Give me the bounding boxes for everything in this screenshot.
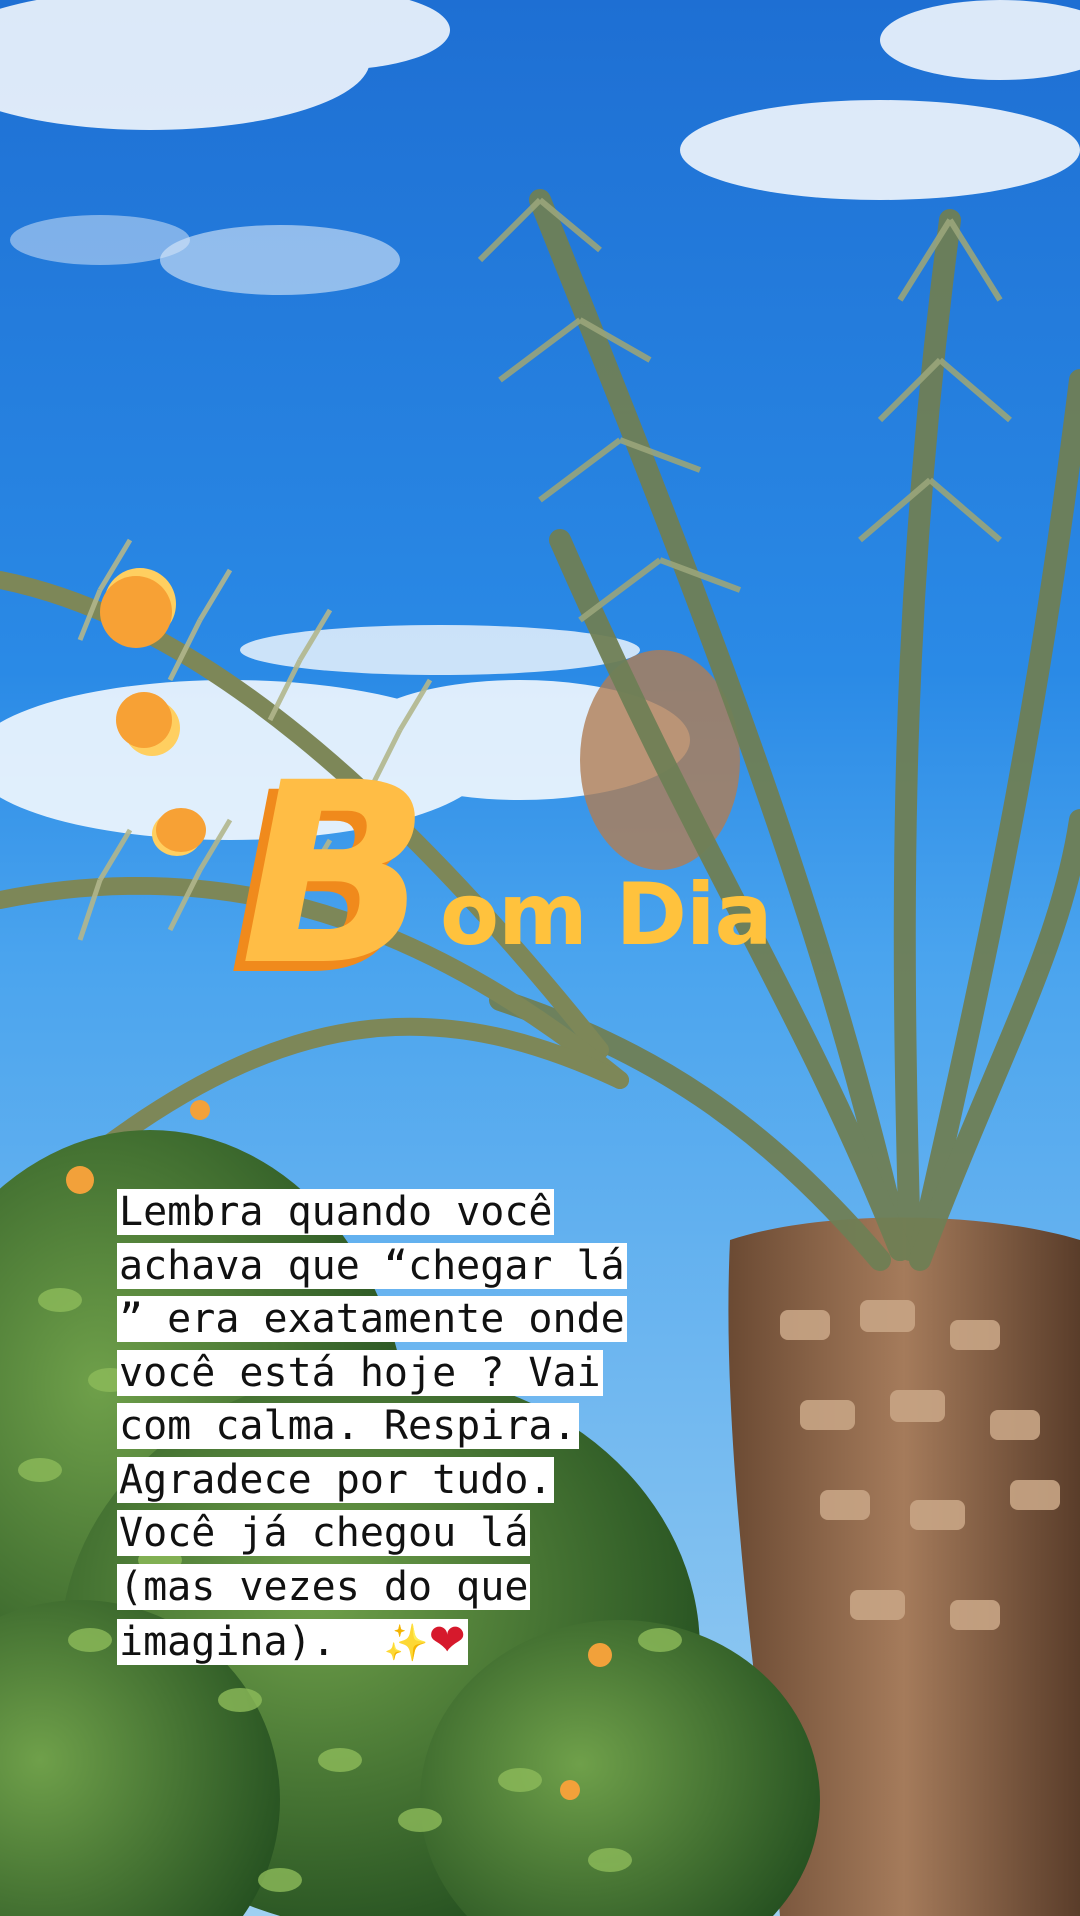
sticker-word: om Dia (440, 865, 772, 965)
sticker-big-letter: B (240, 729, 431, 1020)
quote-line: Você já chegou lá (119, 1510, 529, 1556)
quote-line: você está hoje ? Vai (119, 1349, 601, 1396)
decor-dot-medium (116, 692, 172, 748)
decor-dot-small (156, 808, 206, 852)
quote-line: (mas vezes do que (119, 1563, 529, 1610)
heart-icon: ❤ (428, 1615, 466, 1666)
quote-line: com calma. Respira. (119, 1403, 577, 1449)
quote-text (117, 1186, 737, 1668)
quote-line-last: imagina). ✨❤ (119, 1615, 466, 1666)
quote-line: Agradece por tudo. (119, 1456, 553, 1503)
decor-dot-large (100, 576, 172, 648)
quote-line: Lembra quando você (119, 1189, 553, 1235)
quote-line: achava que “chegar lá (119, 1242, 625, 1289)
sparkles-icon: ✨ (383, 1623, 429, 1664)
bom-dia-sticker (240, 729, 880, 1020)
quote-line: ” era exatamente onde (119, 1296, 625, 1342)
